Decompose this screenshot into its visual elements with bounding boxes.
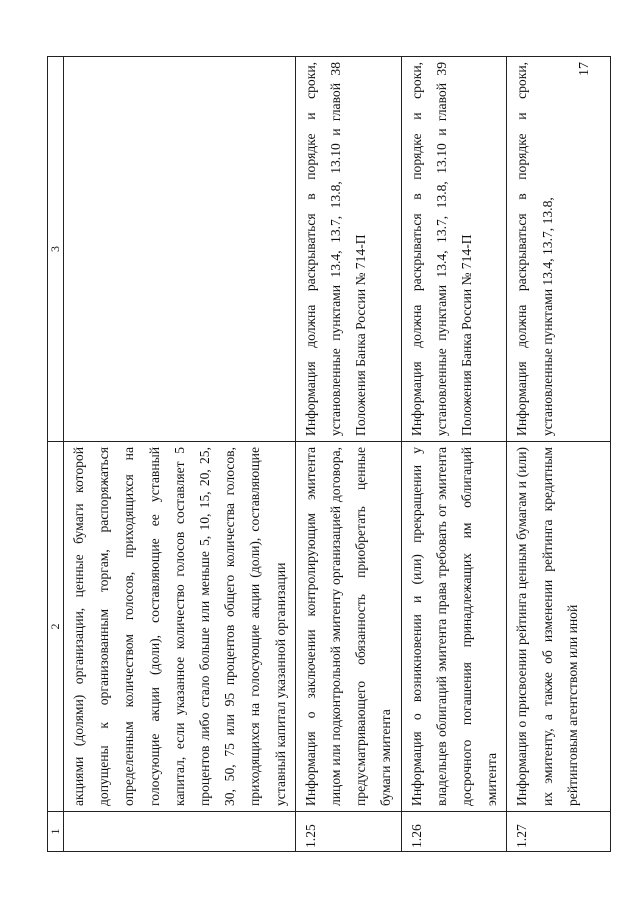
header-col-1: 1 <box>48 812 64 852</box>
row-description: Информация о заключении контролирующим эмитента лицом или подконтрольной эмитенту организацией договора, предусматривающего обязанность приобретать ценные бумаги эмитента <box>295 442 401 812</box>
row-disclosure: Информация должна раскрываться в порядке и сроки, установленные пунктами 13.4, 13.7, 13.8, 13.10 и главой 39 Положения Банка России № 714-П <box>401 57 507 442</box>
row-disclosure: Информация должна раскрываться в порядке и сроки, установленные пунктами 13.4, 13.7, 13.8, 13.10 и главой 38 Положения Банка России № 714-П <box>295 57 401 442</box>
table-row <box>64 57 296 852</box>
page-number: 17 <box>577 62 592 76</box>
table-row <box>401 57 507 852</box>
table-row <box>507 57 611 852</box>
table-header-row <box>48 57 64 852</box>
disclosure-table <box>47 56 611 852</box>
rotated-table-container <box>47 57 580 852</box>
header-col-2: 2 <box>48 442 64 812</box>
row-number: 1.27 <box>507 812 611 852</box>
row-number: 1.25 <box>295 812 401 852</box>
row-number <box>64 812 296 852</box>
row-description: акциями (долями) организации, ценные бумаги которой допущены к организованным торгам, распоряжаться определенным количеством голосов, приходящихся на голосующие акции (доли), составляющие ее уставный капитал, если указанное количество голосов составляет 5 процентов либо стало больше или меньше 5, 10, 15, 20, 25, 30, 50, 75 или 95 процентов общего количества голосов, приходящихся на голосующие акции (доли), составляющие уставный капитал указанной организации <box>64 442 296 812</box>
row-description: Информация о присвоении рейтинга ценным бумагам и (или) их эмитенту, а также об изменении рейтинга кредитным рейтинговым агентством или иной <box>507 442 611 812</box>
row-disclosure <box>64 57 296 442</box>
row-number: 1.26 <box>401 812 507 852</box>
header-col-3: 3 <box>48 57 64 442</box>
row-disclosure: Информация должна раскрываться в порядке и сроки, установленные пунктами 13.4, 13.7, 13.8, <box>507 57 611 442</box>
row-description: Информация о возникновении и (или) прекращении у владельцев облигаций эмитента права требовать от эмитента досрочного погашения принадлежащих им облигаций эмитента <box>401 442 507 812</box>
table-row <box>295 57 401 852</box>
